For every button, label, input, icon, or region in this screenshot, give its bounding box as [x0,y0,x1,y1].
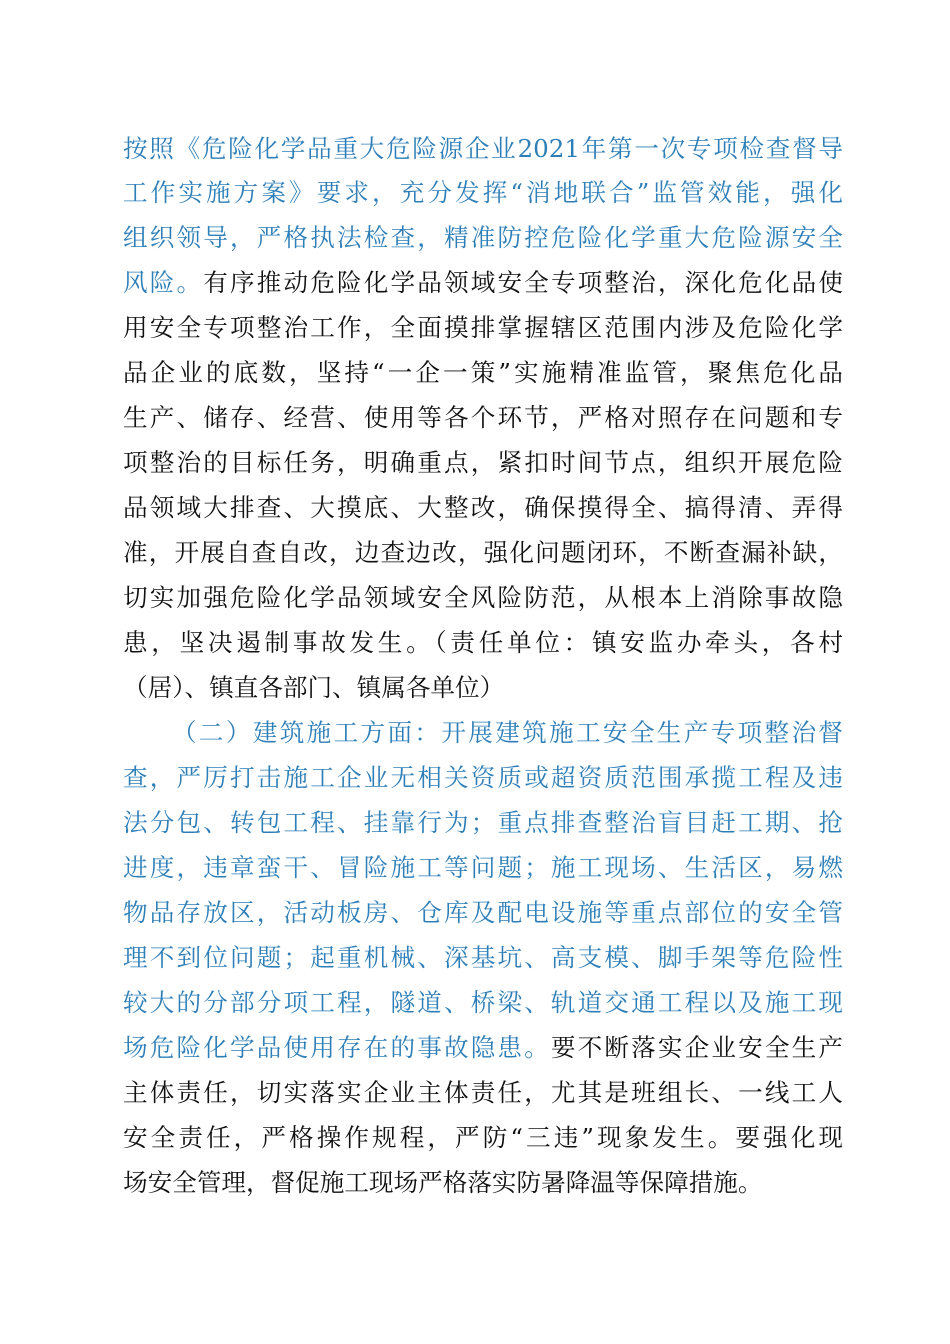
blue-text: 法分包、转包工程、挂靠行为；重点排查整治盲目赶工期、抢 [123,808,843,837]
black-text: 有序推动危险化学品领域安全专项整治，深化危化品使 [203,268,843,297]
paragraph-1-line-13 [123,670,843,706]
paragraph-2-line-6 [123,940,843,976]
black-text: 患，坚决遏制事故发生。（责任单位：镇安监办牵头，各村 [123,628,843,657]
paragraph-1-line-1 [123,131,843,167]
black-text: （居）、镇直各部门、镇属各单位） [123,673,505,702]
paragraph-1-line-5 [123,310,843,346]
black-text: 项整治的目标任务，明确重点，紧扣时间节点，组织开展危险 [123,448,843,477]
paragraph-1-line-10 [123,535,843,571]
paragraph-2-line-3 [123,805,843,841]
blue-text: 工作实施方案》要求，充分发挥“消地联合”监管效能，强化 [123,178,843,207]
black-text: 品领域大排查、大摸底、大整改，确保摸得全、搞得清、弄得 [123,493,843,522]
paragraph-2-line-4 [123,850,843,886]
black-text: 用安全专项整治工作，全面摸排掌握辖区范围内涉及危险化学 [123,313,843,342]
paragraph-1-line-6 [123,355,843,391]
paragraph-1-line-11 [123,580,843,616]
paragraph-1-line-7 [123,400,843,436]
paragraph-2-line-10 [123,1120,843,1156]
blue-text: 风险。 [123,268,204,297]
black-text: 主体责任，切实落实企业主体责任，尤其是班组长、一线工人 [123,1078,843,1107]
paragraph-1-line-4 [123,265,843,301]
blue-text: （二）建筑施工方面：开展建筑施工安全生产专项整治督 [172,718,843,747]
black-text: 准，开展自查自改，边查边改，强化问题闭环，不断查漏补缺， [123,538,843,567]
paragraph-1-line-8 [123,445,843,481]
paragraph-2-line-5 [123,895,843,931]
black-text: 品企业的底数，坚持“一企一策”实施精准监管，聚焦危化品 [123,358,843,387]
blue-text: 物品存放区，活动板房、仓库及配电设施等重点部位的安全管 [123,898,843,927]
paragraph-2-line-9 [123,1075,843,1111]
paragraph-2-line-8 [123,1030,843,1066]
paragraph-1-line-12 [123,625,843,661]
paragraph-2-line-2 [123,760,843,796]
paragraph-1-line-3 [123,220,843,256]
blue-text: 按照《危险化学品重大危险源企业2021年第一次专项检查督导 [123,134,843,163]
paragraph-2-line-11 [123,1165,843,1201]
black-text: 切实加强危险化学品领域安全风险防范，从根本上消除事故隐 [123,583,843,612]
blue-text: 较大的分部分项工程，隧道、桥梁、轨道交通工程以及施工现 [123,988,843,1017]
paragraph-2-line-1 [172,715,843,751]
blue-text: 场危险化学品使用存在的事故隐患。 [123,1033,551,1062]
black-text: 生产、储存、经营、使用等各个环节，严格对照存在问题和专 [123,403,843,432]
blue-text: 查，严厉打击施工企业无相关资质或超资质范围承揽工程及违 [123,763,843,792]
paragraph-2-line-7 [123,985,843,1021]
blue-text: 进度，违章蛮干、冒险施工等问题；施工现场、生活区，易燃 [123,853,843,882]
blue-text: 组织领导，严格执法检查，精准防控危险化学重大危险源安全 [123,223,843,252]
paragraph-1-line-2 [123,175,843,211]
blue-text: 理不到位问题；起重机械、深基坑、高支模、脚手架等危险性 [123,943,843,972]
black-text: 安全责任，严格操作规程，严防“三违”现象发生。要强化现 [123,1123,843,1152]
black-text: 要不断落实企业安全生产 [550,1033,843,1062]
black-text: 场安全管理，督促施工现场严格落实防暑降温等保障措施。 [123,1168,763,1197]
paragraph-1-line-9 [123,490,843,526]
